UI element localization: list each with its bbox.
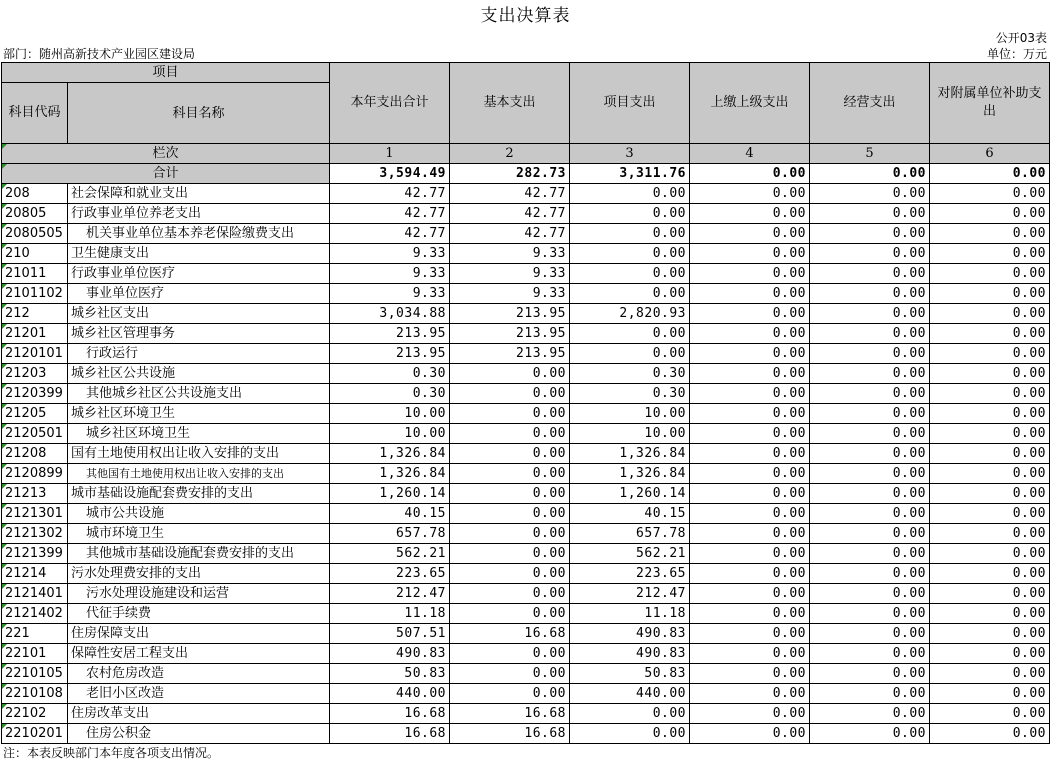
amount-cell[interactable]: 0.00 xyxy=(930,484,1050,504)
amount-cell[interactable]: 50.83 xyxy=(330,664,450,684)
table-row xyxy=(2,644,1050,664)
amount-cell[interactable]: 0.00 xyxy=(810,544,930,564)
amount-cell[interactable]: 0.00 xyxy=(690,664,810,684)
amount-cell[interactable]: 42.77 xyxy=(330,184,450,204)
department-label: 部门：随州高新技术产业园区建设局 xyxy=(3,47,196,61)
amount-cell[interactable]: 0.00 xyxy=(570,704,690,724)
subject-code-cell[interactable]: 2120101 xyxy=(2,344,68,364)
amount-cell[interactable]: 0.00 xyxy=(450,584,570,604)
col-num-5[interactable]: 5 xyxy=(810,144,930,164)
amount-cell[interactable]: 0.00 xyxy=(810,184,930,204)
subject-code-cell[interactable]: 2080505 xyxy=(2,224,68,244)
subject-name-cell[interactable]: 老旧小区改造 xyxy=(68,684,330,704)
amount-cell[interactable]: 9.33 xyxy=(450,244,570,264)
amount-cell[interactable]: 440.00 xyxy=(330,684,450,704)
amount-cell[interactable]: 0.00 xyxy=(810,524,930,544)
amount-cell[interactable]: 0.00 xyxy=(930,624,1050,644)
amount-cell[interactable]: 0.00 xyxy=(930,184,1050,204)
amount-cell[interactable]: 0.00 xyxy=(450,404,570,424)
amount-cell[interactable]: 16.68 xyxy=(450,624,570,644)
amount-cell[interactable]: 1,326.84 xyxy=(330,444,450,464)
subject-name-cell[interactable]: 城乡社区支出 xyxy=(68,304,330,324)
subject-code-cell[interactable]: 21214 xyxy=(2,564,68,584)
subject-code-cell[interactable]: 20805 xyxy=(2,204,68,224)
amount-cell[interactable]: 0.00 xyxy=(930,304,1050,324)
amount-cell[interactable]: 490.83 xyxy=(570,644,690,664)
amount-cell[interactable]: 42.77 xyxy=(330,204,450,224)
amount-cell[interactable]: 0.00 xyxy=(930,664,1050,684)
total-row xyxy=(2,164,1050,184)
subject-name-cell[interactable]: 卫生健康支出 xyxy=(68,244,330,264)
table-row xyxy=(2,724,1050,744)
header-code[interactable]: 科目代码 xyxy=(2,83,68,144)
amount-cell[interactable]: 11.18 xyxy=(330,604,450,624)
amount-cell[interactable]: 0.00 xyxy=(690,544,810,564)
amount-cell[interactable]: 0.30 xyxy=(570,364,690,384)
subject-name-cell[interactable]: 住房公积金 xyxy=(68,724,330,744)
amount-cell[interactable]: 3,034.88 xyxy=(330,304,450,324)
amount-cell[interactable]: 40.15 xyxy=(330,504,450,524)
subject-name-cell[interactable]: 其他城乡社区公共设施支出 xyxy=(68,384,330,404)
amount-cell[interactable]: 0.00 xyxy=(810,324,930,344)
subject-name-cell[interactable]: 其他国有土地使用权出让收入安排的支出 xyxy=(68,464,330,484)
amount-cell[interactable]: 0.00 xyxy=(930,604,1050,624)
subject-name-cell[interactable]: 农村危房改造 xyxy=(68,664,330,684)
subject-name-cell[interactable]: 污水处理费安排的支出 xyxy=(68,564,330,584)
amount-cell[interactable]: 0.00 xyxy=(930,564,1050,584)
subject-name-cell[interactable]: 其他城市基础设施配套费安排的支出 xyxy=(68,544,330,564)
amount-cell[interactable]: 0.00 xyxy=(930,224,1050,244)
header-row-label[interactable]: 栏次 xyxy=(2,144,330,164)
col-num-2[interactable]: 2 xyxy=(450,144,570,164)
amount-cell[interactable]: 0.00 xyxy=(810,684,930,704)
amount-cell[interactable]: 0.00 xyxy=(810,404,930,424)
amount-cell[interactable]: 213.95 xyxy=(330,324,450,344)
amount-cell[interactable]: 0.00 xyxy=(810,224,930,244)
amount-cell[interactable]: 0.00 xyxy=(810,444,930,464)
amount-cell[interactable]: 10.00 xyxy=(570,424,690,444)
subject-name-cell[interactable]: 城乡社区管理事务 xyxy=(68,324,330,344)
amount-cell[interactable]: 212.47 xyxy=(570,584,690,604)
table-row xyxy=(2,444,1050,464)
subject-name-cell[interactable]: 国有土地使用权出让收入安排的支出 xyxy=(68,444,330,464)
amount-cell[interactable]: 0.00 xyxy=(930,324,1050,344)
subject-code-cell[interactable]: 2121401 xyxy=(2,584,68,604)
amount-cell[interactable]: 0.00 xyxy=(810,484,930,504)
amount-cell[interactable]: 0.00 xyxy=(450,444,570,464)
amount-cell[interactable]: 562.21 xyxy=(330,544,450,564)
amount-cell[interactable]: 0.00 xyxy=(450,484,570,504)
amount-cell[interactable]: 0.00 xyxy=(810,504,930,524)
amount-cell[interactable]: 223.65 xyxy=(570,564,690,584)
table-row xyxy=(2,544,1050,564)
amount-cell[interactable]: 0.00 xyxy=(690,424,810,444)
amount-cell[interactable]: 0.00 xyxy=(810,464,930,484)
footnote: 注：本表反映部门本年度各项支出情况。 xyxy=(3,746,220,760)
subject-name-cell[interactable]: 城乡社区环境卫生 xyxy=(68,404,330,424)
amount-cell[interactable]: 0.00 xyxy=(450,384,570,404)
amount-cell[interactable]: 0.00 xyxy=(450,364,570,384)
amount-cell[interactable]: 0.00 xyxy=(690,284,810,304)
amount-cell[interactable]: 0.00 xyxy=(570,184,690,204)
table-row xyxy=(2,304,1050,324)
total-value[interactable]: 0.00 xyxy=(930,164,1050,184)
header-name[interactable]: 科目名称 xyxy=(68,83,330,144)
amount-cell[interactable]: 0.00 xyxy=(690,244,810,264)
amount-cell[interactable]: 1,326.84 xyxy=(570,444,690,464)
subject-name-cell[interactable]: 行政运行 xyxy=(68,344,330,364)
amount-cell[interactable]: 0.00 xyxy=(690,464,810,484)
table-row xyxy=(2,464,1050,484)
subject-name-cell[interactable]: 城市公共设施 xyxy=(68,504,330,524)
subject-name-cell[interactable]: 社会保障和就业支出 xyxy=(68,184,330,204)
total-value[interactable]: 0.00 xyxy=(810,164,930,184)
subject-name-cell[interactable]: 行政事业单位医疗 xyxy=(68,264,330,284)
amount-cell[interactable]: 16.68 xyxy=(330,704,450,724)
amount-cell[interactable]: 0.00 xyxy=(810,424,930,444)
amount-cell[interactable]: 0.30 xyxy=(330,364,450,384)
amount-cell[interactable]: 0.00 xyxy=(810,604,930,624)
table-row xyxy=(2,184,1050,204)
table-row xyxy=(2,524,1050,544)
amount-cell[interactable]: 0.00 xyxy=(690,364,810,384)
amount-cell[interactable]: 0.00 xyxy=(690,324,810,344)
amount-cell[interactable]: 0.00 xyxy=(690,444,810,464)
amount-cell[interactable]: 657.78 xyxy=(570,524,690,544)
amount-cell[interactable]: 0.00 xyxy=(810,644,930,664)
amount-cell[interactable]: 0.00 xyxy=(810,384,930,404)
amount-cell[interactable]: 0.00 xyxy=(570,224,690,244)
subject-code-cell[interactable]: 21208 xyxy=(2,444,68,464)
amount-cell[interactable]: 0.00 xyxy=(810,664,930,684)
amount-cell[interactable]: 0.00 xyxy=(930,504,1050,524)
amount-cell[interactable]: 0.00 xyxy=(570,324,690,344)
amount-cell[interactable]: 1,260.14 xyxy=(570,484,690,504)
amount-cell[interactable]: 0.00 xyxy=(690,524,810,544)
subject-code-cell[interactable]: 2121399 xyxy=(2,544,68,564)
amount-cell[interactable]: 0.00 xyxy=(930,444,1050,464)
amount-cell[interactable]: 562.21 xyxy=(570,544,690,564)
subject-code-cell[interactable]: 2121302 xyxy=(2,524,68,544)
amount-cell[interactable]: 0.00 xyxy=(810,264,930,284)
amount-cell[interactable]: 2,820.93 xyxy=(570,304,690,324)
amount-cell[interactable]: 11.18 xyxy=(570,604,690,624)
table-row xyxy=(2,324,1050,344)
header-col-6[interactable]: 对附属单位补助支出 xyxy=(930,63,1050,144)
amount-cell[interactable]: 0.00 xyxy=(450,544,570,564)
page-title: 支出决算表 xyxy=(480,6,571,26)
subject-name-cell[interactable]: 保障性安居工程支出 xyxy=(68,644,330,664)
amount-cell[interactable]: 0.00 xyxy=(930,724,1050,744)
amount-cell[interactable]: 0.00 xyxy=(690,704,810,724)
table-row xyxy=(2,484,1050,504)
amount-cell[interactable]: 0.00 xyxy=(570,284,690,304)
amount-cell[interactable]: 9.33 xyxy=(330,264,450,284)
amount-cell[interactable]: 0.00 xyxy=(570,724,690,744)
amount-cell[interactable]: 0.00 xyxy=(930,524,1050,544)
amount-cell[interactable]: 0.00 xyxy=(690,724,810,744)
subject-name-cell[interactable]: 住房改革支出 xyxy=(68,704,330,724)
amount-cell[interactable]: 0.00 xyxy=(930,704,1050,724)
col-num-4[interactable]: 4 xyxy=(690,144,810,164)
amount-cell[interactable]: 0.00 xyxy=(930,364,1050,384)
amount-cell[interactable]: 0.00 xyxy=(930,384,1050,404)
subject-name-cell[interactable]: 城市环境卫生 xyxy=(68,524,330,544)
table-row xyxy=(2,204,1050,224)
amount-cell[interactable]: 507.51 xyxy=(330,624,450,644)
total-value[interactable]: 282.73 xyxy=(450,164,570,184)
amount-cell[interactable]: 0.00 xyxy=(810,704,930,724)
amount-cell[interactable]: 0.00 xyxy=(810,624,930,644)
unit-label: 单位：万元 xyxy=(986,47,1047,61)
subject-code-cell[interactable]: 22101 xyxy=(2,644,68,664)
amount-cell[interactable]: 9.33 xyxy=(330,284,450,304)
amount-cell[interactable]: 0.00 xyxy=(450,604,570,624)
amount-cell[interactable]: 0.00 xyxy=(450,464,570,484)
amount-cell[interactable]: 0.00 xyxy=(930,644,1050,664)
amount-cell[interactable]: 0.00 xyxy=(690,344,810,364)
amount-cell[interactable]: 0.00 xyxy=(810,564,930,584)
amount-cell[interactable]: 10.00 xyxy=(330,424,450,444)
amount-cell[interactable]: 213.95 xyxy=(330,344,450,364)
amount-cell[interactable]: 42.77 xyxy=(450,224,570,244)
table-row xyxy=(2,384,1050,404)
header-item[interactable]: 项目 xyxy=(2,63,330,83)
amount-cell[interactable]: 0.00 xyxy=(930,684,1050,704)
amount-cell[interactable]: 0.00 xyxy=(450,644,570,664)
amount-cell[interactable]: 42.77 xyxy=(330,224,450,244)
amount-cell[interactable]: 0.00 xyxy=(930,284,1050,304)
table-row xyxy=(2,704,1050,724)
amount-cell[interactable]: 0.00 xyxy=(930,344,1050,364)
subject-code-cell[interactable]: 2120899 xyxy=(2,464,68,484)
amount-cell[interactable]: 0.00 xyxy=(930,584,1050,604)
col-num-1[interactable]: 1 xyxy=(330,144,450,164)
total-label[interactable]: 合计 xyxy=(2,164,330,184)
subject-name-cell[interactable]: 城市基础设施配套费安排的支出 xyxy=(68,484,330,504)
amount-cell[interactable]: 0.00 xyxy=(690,624,810,644)
subject-code-cell[interactable]: 21201 xyxy=(2,324,68,344)
amount-cell[interactable]: 0.00 xyxy=(690,404,810,424)
amount-cell[interactable]: 0.00 xyxy=(690,264,810,284)
subject-name-cell[interactable]: 行政事业单位养老支出 xyxy=(68,204,330,224)
amount-cell[interactable]: 50.83 xyxy=(570,664,690,684)
amount-cell[interactable]: 0.00 xyxy=(690,504,810,524)
amount-cell[interactable]: 0.00 xyxy=(690,304,810,324)
amount-cell[interactable]: 212.47 xyxy=(330,584,450,604)
table-row xyxy=(2,604,1050,624)
amount-cell[interactable]: 213.95 xyxy=(450,344,570,364)
subject-code-cell[interactable]: 212 xyxy=(2,304,68,324)
amount-cell[interactable]: 0.00 xyxy=(930,464,1050,484)
amount-cell[interactable]: 0.00 xyxy=(690,604,810,624)
amount-cell[interactable]: 440.00 xyxy=(570,684,690,704)
amount-cell[interactable]: 16.68 xyxy=(330,724,450,744)
amount-cell[interactable]: 0.00 xyxy=(690,224,810,244)
amount-cell[interactable]: 0.00 xyxy=(450,504,570,524)
amount-cell[interactable]: 0.00 xyxy=(450,664,570,684)
table-row xyxy=(2,684,1050,704)
subject-name-cell[interactable]: 事业单位医疗 xyxy=(68,284,330,304)
amount-cell[interactable]: 0.00 xyxy=(930,544,1050,564)
amount-cell[interactable]: 0.00 xyxy=(810,244,930,264)
subject-code-cell[interactable]: 208 xyxy=(2,184,68,204)
amount-cell[interactable]: 0.30 xyxy=(330,384,450,404)
amount-cell[interactable]: 0.00 xyxy=(930,264,1050,284)
subject-code-cell[interactable]: 2121402 xyxy=(2,604,68,624)
amount-cell[interactable]: 40.15 xyxy=(570,504,690,524)
subject-code-cell[interactable]: 22102 xyxy=(2,704,68,724)
subject-name-cell[interactable]: 城乡社区环境卫生 xyxy=(68,424,330,444)
amount-cell[interactable]: 1,326.84 xyxy=(330,464,450,484)
subject-code-cell[interactable]: 2210105 xyxy=(2,664,68,684)
amount-cell[interactable]: 0.00 xyxy=(450,424,570,444)
table-row xyxy=(2,504,1050,524)
amount-cell[interactable]: 0.00 xyxy=(810,344,930,364)
header-col-2[interactable]: 基本支出 xyxy=(450,63,570,144)
subject-code-cell[interactable]: 21213 xyxy=(2,484,68,504)
total-value[interactable]: 3,594.49 xyxy=(330,164,450,184)
col-num-6[interactable]: 6 xyxy=(930,144,1050,164)
amount-cell[interactable]: 0.00 xyxy=(810,204,930,224)
table-row xyxy=(2,344,1050,364)
subject-name-cell[interactable]: 机关事业单位基本养老保险缴费支出 xyxy=(68,224,330,244)
amount-cell[interactable]: 9.33 xyxy=(450,284,570,304)
amount-cell[interactable]: 0.00 xyxy=(690,684,810,704)
amount-cell[interactable]: 9.33 xyxy=(330,244,450,264)
table-row xyxy=(2,664,1050,684)
amount-cell[interactable]: 0.00 xyxy=(690,204,810,224)
subject-code-cell[interactable]: 21203 xyxy=(2,364,68,384)
subject-code-cell[interactable]: 2101102 xyxy=(2,284,68,304)
header-col-3[interactable]: 项目支出 xyxy=(570,63,690,144)
amount-cell[interactable]: 0.00 xyxy=(570,344,690,364)
amount-cell[interactable]: 223.65 xyxy=(330,564,450,584)
subject-code-cell[interactable]: 2210201 xyxy=(2,724,68,744)
amount-cell[interactable]: 0.00 xyxy=(450,684,570,704)
amount-cell[interactable]: 490.83 xyxy=(570,624,690,644)
amount-cell[interactable]: 657.78 xyxy=(330,524,450,544)
subject-code-cell[interactable]: 221 xyxy=(2,624,68,644)
header-col-1[interactable]: 本年支出合计 xyxy=(330,63,450,144)
subject-name-cell[interactable]: 污水处理设施建设和运营 xyxy=(68,584,330,604)
amount-cell[interactable]: 0.00 xyxy=(810,584,930,604)
subject-code-cell[interactable]: 2120399 xyxy=(2,384,68,404)
amount-cell[interactable]: 0.00 xyxy=(690,384,810,404)
subject-code-cell[interactable]: 2121301 xyxy=(2,504,68,524)
amount-cell[interactable]: 0.00 xyxy=(810,364,930,384)
amount-cell[interactable]: 0.00 xyxy=(690,584,810,604)
amount-cell[interactable]: 1,326.84 xyxy=(570,464,690,484)
table-row xyxy=(2,404,1050,424)
amount-cell[interactable]: 0.00 xyxy=(450,524,570,544)
amount-cell[interactable]: 0.00 xyxy=(690,644,810,664)
amount-cell[interactable]: 0.00 xyxy=(570,244,690,264)
amount-cell[interactable]: 0.00 xyxy=(570,264,690,284)
amount-cell[interactable]: 42.77 xyxy=(450,184,570,204)
subject-code-cell[interactable]: 2120501 xyxy=(2,424,68,444)
table-row xyxy=(2,244,1050,264)
table-row xyxy=(2,624,1050,644)
expenditure-table xyxy=(1,62,1050,744)
amount-cell[interactable]: 0.00 xyxy=(810,724,930,744)
subject-code-cell[interactable]: 21011 xyxy=(2,264,68,284)
amount-cell[interactable]: 0.00 xyxy=(930,244,1050,264)
table-row xyxy=(2,284,1050,304)
subject-code-cell[interactable]: 21205 xyxy=(2,404,68,424)
amount-cell[interactable]: 0.00 xyxy=(690,184,810,204)
amount-cell[interactable]: 0.00 xyxy=(570,204,690,224)
amount-cell[interactable]: 10.00 xyxy=(330,404,450,424)
amount-cell[interactable]: 0.00 xyxy=(450,564,570,584)
subject-code-cell[interactable]: 2210108 xyxy=(2,684,68,704)
subject-name-cell[interactable]: 代征手续费 xyxy=(68,604,330,624)
subject-name-cell[interactable]: 住房保障支出 xyxy=(68,624,330,644)
amount-cell[interactable]: 16.68 xyxy=(450,704,570,724)
amount-cell[interactable]: 16.68 xyxy=(450,724,570,744)
header-col-5[interactable]: 经营支出 xyxy=(810,63,930,144)
amount-cell[interactable]: 0.00 xyxy=(810,304,930,324)
table-row xyxy=(2,424,1050,444)
amount-cell[interactable]: 490.83 xyxy=(330,644,450,664)
amount-cell[interactable]: 0.00 xyxy=(930,204,1050,224)
amount-cell[interactable]: 0.00 xyxy=(690,564,810,584)
amount-cell[interactable]: 213.95 xyxy=(450,324,570,344)
subject-name-cell[interactable]: 城乡社区公共设施 xyxy=(68,364,330,384)
amount-cell[interactable]: 42.77 xyxy=(450,204,570,224)
amount-cell[interactable]: 213.95 xyxy=(450,304,570,324)
amount-cell[interactable]: 0.30 xyxy=(570,384,690,404)
amount-cell[interactable]: 0.00 xyxy=(810,284,930,304)
form-code: 公开03表 xyxy=(995,31,1047,45)
header-col-4[interactable]: 上缴上级支出 xyxy=(690,63,810,144)
table-row xyxy=(2,264,1050,284)
table-row xyxy=(2,584,1050,604)
total-value[interactable]: 0.00 xyxy=(690,164,810,184)
amount-cell[interactable]: 0.00 xyxy=(930,404,1050,424)
col-num-3[interactable]: 3 xyxy=(570,144,690,164)
amount-cell[interactable]: 0.00 xyxy=(690,484,810,504)
subject-code-cell[interactable]: 210 xyxy=(2,244,68,264)
table-row xyxy=(2,224,1050,244)
amount-cell[interactable]: 10.00 xyxy=(570,404,690,424)
total-value[interactable]: 3,311.76 xyxy=(570,164,690,184)
table-row xyxy=(2,364,1050,384)
amount-cell[interactable]: 9.33 xyxy=(450,264,570,284)
table-row xyxy=(2,564,1050,584)
amount-cell[interactable]: 0.00 xyxy=(930,424,1050,444)
amount-cell[interactable]: 1,260.14 xyxy=(330,484,450,504)
